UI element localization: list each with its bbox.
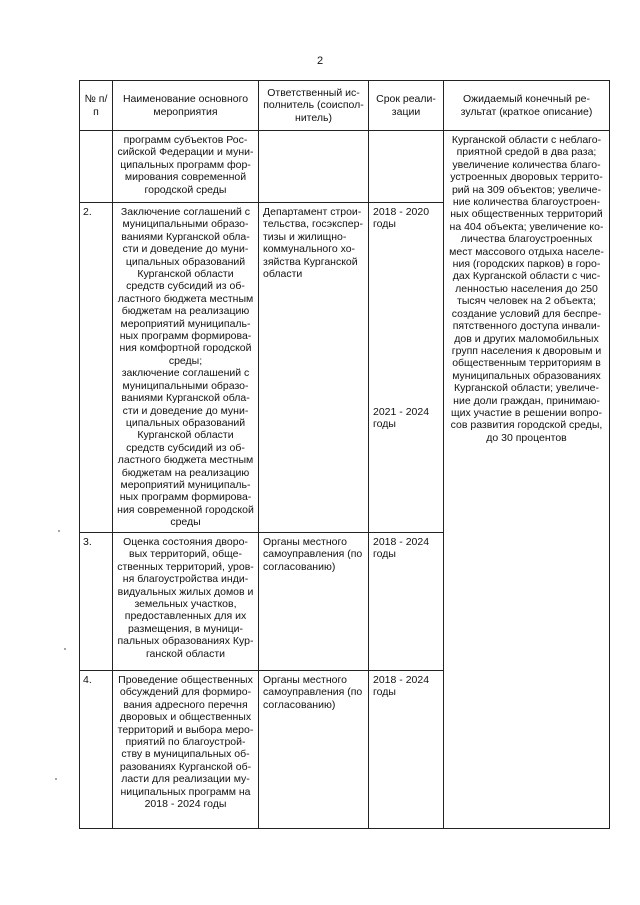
executor: Органы местного самоуправления (по согласованию) [259,533,369,671]
executor: Департамент строи- тельства, госэкспер- тизы и жилищно- коммунального хо- зяйства Курганской области [259,203,369,533]
table-header-row [80,81,610,131]
event-name: программ субъектов Рос- сийской Федерации и муни- ципальных программ фор- мирования современной городской среды [113,131,259,203]
events-table [79,80,610,829]
term: 2021 - 2024 годы [373,405,430,431]
executor: Органы местного самоуправления (по согласованию) [259,671,369,829]
executor [259,131,369,203]
term [369,131,444,203]
term: 2018 - 2020 годы [373,206,430,231]
event-name: Заключение соглашений с муниципальными образо- ваниями Курганской обла- сти и доведение до муни- ципальных образований Курганской области средств субсидий из об- ластного бюджета местным бюджетам на реализацию мероприятий муниципаль- ных программ формирова- ния комфортной городской среды; заключение соглашений с муниципальными образо- ваниями Курганской обла- сти и доведение до муни- ципальных образований Курганской области средств субсидий из об- ластного бюджета местным бюджетам на реализацию мероприятий муниципаль- ных программ формирова- ния современной городской среды [113,203,259,533]
scan-speck [58,530,60,532]
term: 2018 - 2024 годы [369,671,444,829]
header-result: Ожидаемый конечный ре- зультат (краткое описание) [444,81,610,131]
term-cell [369,203,444,533]
term: 2018 - 2024 годы [369,533,444,671]
scan-speck [64,648,66,650]
page-number: 2 [316,55,324,67]
header-event-name: Наименование основного мероприятия [113,81,259,131]
row-number: 3. [80,533,113,671]
header-number: № п/ п [80,81,113,131]
row-number [80,131,113,203]
table-row [80,131,610,203]
expected-result: Курганской области с неблаго- приятной средой в два раза; увеличение количества благо- устроенных дворовых террито- рий на 309 объектов; увеличе- ние количества благоустроен- ных общественных территорий на 404 объекта; увеличение ко- личества благоустроенных мест массового отдыха населе- ния (городских парков) в горо- дах Курганской области с чис- ленностью населения до 250 тысяч человек на 2 объекта; создание условий для беспре- пятственного доступа инвали- дов и других маломобильных групп населения к дворовым и общественным территориям в муниципальных образованиях Курганской области; увеличе- ние доли граждан, принимаю- щих участие в решении вопро- сов развития городской среды, до 30 процентов [444,131,610,829]
row-number: 2. [80,203,113,533]
event-name: Проведение общественных обсуждений для формиро- вания адресного перечня дворовых и общественных территорий и выбора меро- приятий по благоустрой- ству в муниципальных об- разованиях Курганской об- ласти для реализации му- ниципальных программ на 2018 - 2024 годы [113,671,259,829]
event-name: Оценка состояния дворо- вых территорий, обще- ственных территорий, уров- ня благоустройства инди- видуальных жилых домов и земельных участков, предоставленных для их размещения, в муници- пальных образованиях Кур- ганской области [113,533,259,671]
row-number: 4. [80,671,113,829]
header-term: Срок реали- зации [369,81,444,131]
scan-speck [55,778,57,780]
header-executor: Ответственный ис- полнитель (соиспол- нитель) [259,81,369,131]
